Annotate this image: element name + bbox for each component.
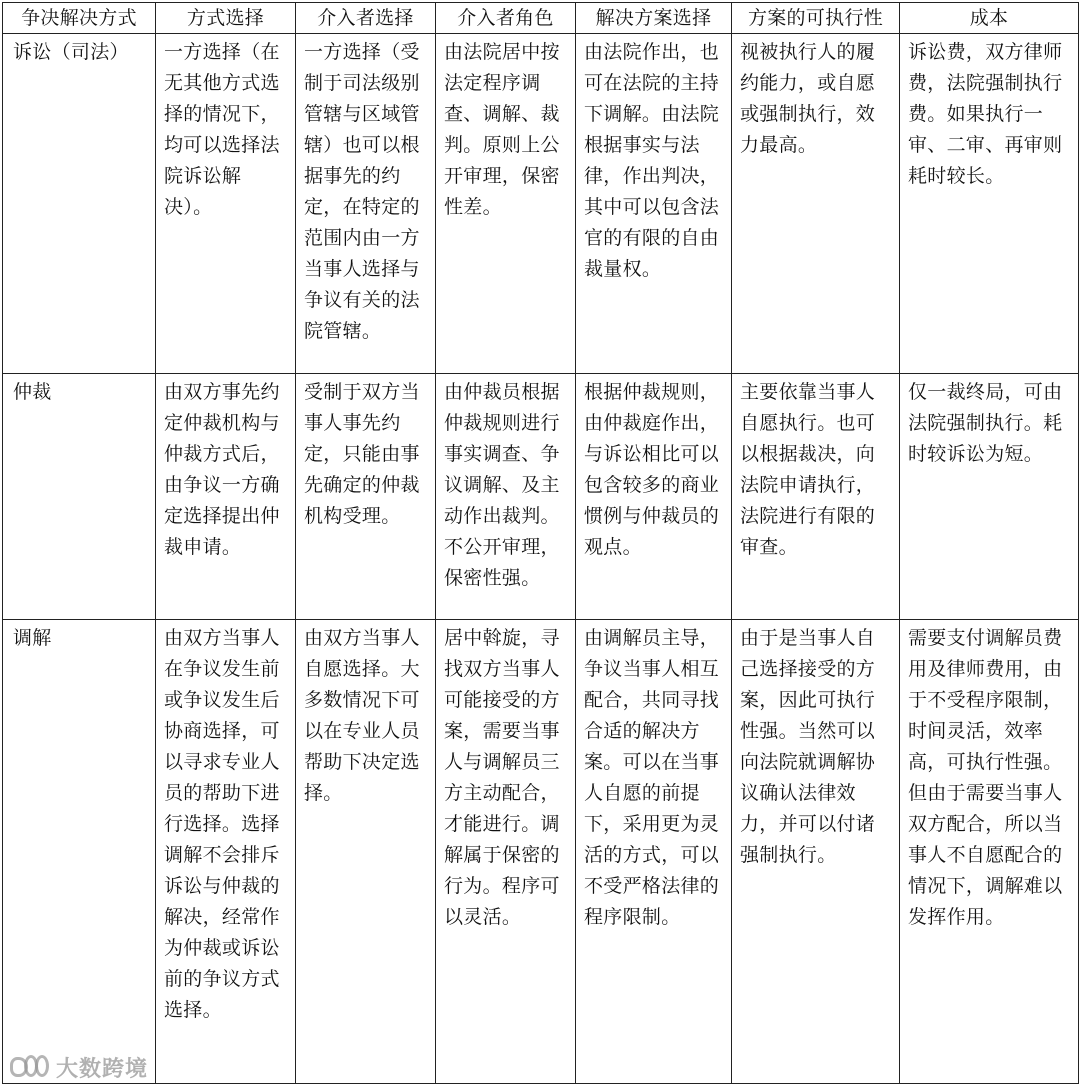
header-intervener-choice: 介入者选择 <box>296 3 436 34</box>
cell-solution-choice: 由法院作出，也可在法院的主持下调解。由法院根据事实与法律，作出判决，其中可以包含法官的有限的自由裁量权。 <box>576 34 732 374</box>
cell-enforceability: 主要依靠当事人自愿执行。也可以根据裁决，向法院申请执行，法院进行有限的审查。 <box>732 374 900 620</box>
table-row-arbitration <box>3 374 1079 620</box>
cell-enforceability: 由于是当事人自己选择接受的方案，因此可执行性强。当然可以向法院就调解协议确认法律效力，并可以付诸强制执行。 <box>732 620 900 1084</box>
header-cost: 成本 <box>900 3 1079 34</box>
cell-method: 诉讼（司法） <box>3 34 156 374</box>
cell-choice: 由双方当事人在争议发生前或争议发生后协商选择，可以寻求专业人员的帮助下进行选择。选择调解不会排斥诉讼与仲裁的解决，经常作为仲裁或诉讼前的争议方式选择。 <box>156 620 296 1084</box>
watermark-text: 大数跨境 <box>56 1056 149 1082</box>
cell-intervener-role: 由仲裁员根据仲裁规则进行事实调查、争议调解、及主动作出裁判。不公开审理，保密性强。 <box>436 374 576 620</box>
header-solution-choice: 解决方案选择 <box>576 3 732 34</box>
cell-intervener-choice: 受制于双方当事人事先约定，只能由事先确定的仲裁机构受理。 <box>296 374 436 620</box>
cell-intervener-role: 由法院居中按法定程序调查、调解、裁判。原则上公开审理，保密性差。 <box>436 34 576 374</box>
header-method: 争决解决方式 <box>3 3 156 34</box>
cell-intervener-choice: 一方选择（受制于司法级别管辖与区域管辖）也可以根据事先的约定，在特定的范围内由一方当事人选择与争议有关的法院管辖。 <box>296 34 436 374</box>
cell-solution-choice: 根据仲裁规则，由仲裁庭作出，与诉讼相比可以包含较多的商业惯例与仲裁员的观点。 <box>576 374 732 620</box>
header-choice: 方式选择 <box>156 3 296 34</box>
cell-cost: 诉讼费，双方律师费，法院强制执行费。如果执行一审、二审、再审则耗时较长。 <box>900 34 1079 374</box>
dispute-resolution-table <box>2 2 1079 1084</box>
cell-solution-choice: 由调解员主导，争议当事人相互配合，共同寻找合适的解决方案。可以在当事人自愿的前提下，采用更为灵活的方式，可以不受严格法律的程序限制。 <box>576 620 732 1084</box>
table-row-litigation <box>3 34 1079 374</box>
cell-cost: 需要支付调解员费用及律师费用，由于不受程序限制，时间灵活，效率高，可执行性强。但由于需要当事人双方配合，所以当事人不自愿配合的情况下，调解难以发挥作用。 <box>900 620 1079 1084</box>
table-row-mediation <box>3 620 1079 1084</box>
cell-choice: 一方选择（在无其他方式选择的情况下，均可以选择法院诉讼解决）。 <box>156 34 296 374</box>
header-enforceability: 方案的可执行性 <box>732 3 900 34</box>
cell-intervener-role: 居中斡旋，寻找双方当事人可能接受的方案，需要当事人与调解员三方主动配合，才能进行。调解属于保密的行为。程序可以灵活。 <box>436 620 576 1084</box>
header-intervener-role: 介入者角色 <box>436 3 576 34</box>
cell-method: 调解 <box>3 620 156 1084</box>
cell-cost: 仅一裁终局，可由法院强制执行。耗时较诉讼为短。 <box>900 374 1079 620</box>
table-header-row <box>3 3 1079 34</box>
cell-choice: 由双方事先约定仲裁机构与仲裁方式后，由争议一方确定选择提出仲裁申请。 <box>156 374 296 620</box>
cell-method: 仲裁 <box>3 374 156 620</box>
cell-enforceability: 视被执行人的履约能力，或自愿或强制执行，效力最高。 <box>732 34 900 374</box>
cell-intervener-choice: 由双方当事人自愿选择。大多数情况下可以在专业人员帮助下决定选择。 <box>296 620 436 1084</box>
